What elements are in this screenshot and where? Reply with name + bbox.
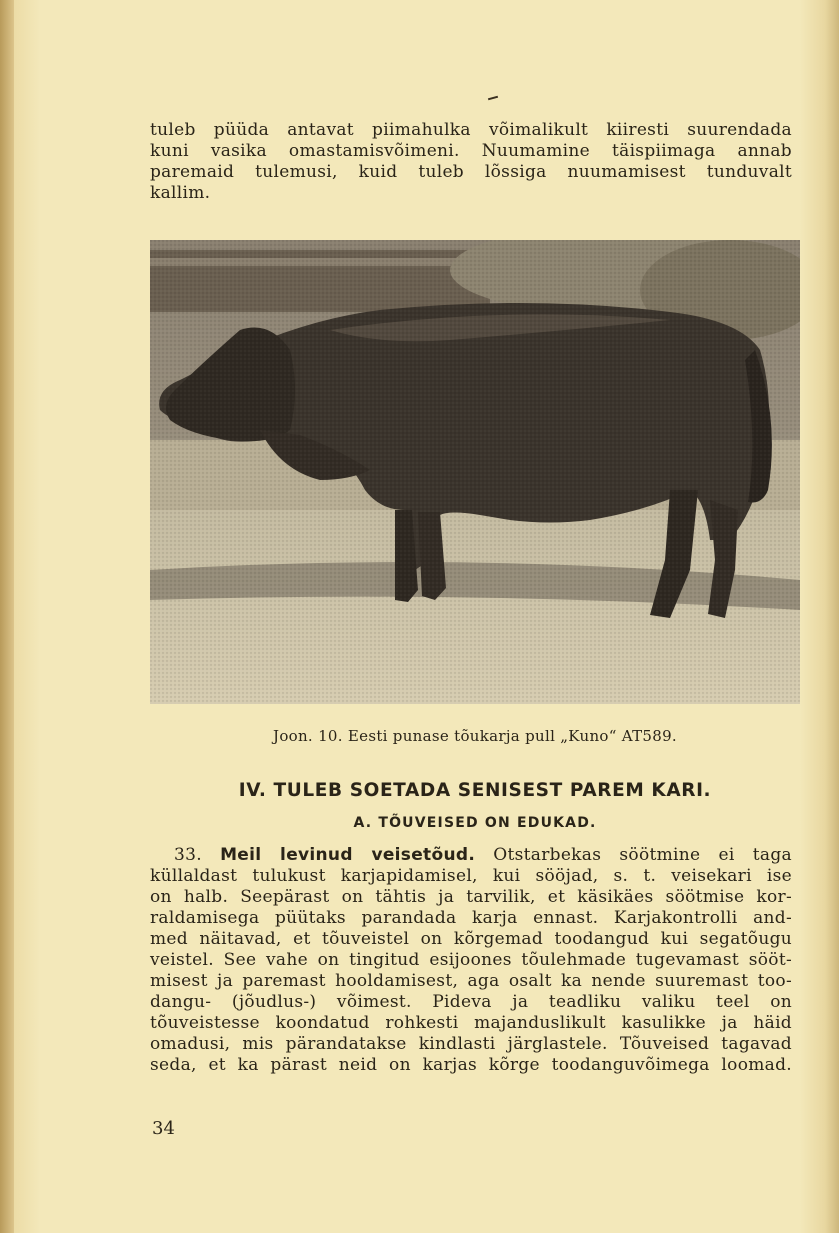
text-line: misest ja paremast hooldamisest, aga osalt ka nende suuremast too-	[150, 971, 792, 991]
text-line: paremaid tulemusi, kuid tuleb lõssiga nuumamisest tunduvalt	[150, 162, 792, 182]
text-line: dangu- (jõudlus-) võimest. Pideva ja teadliku valiku teel on	[150, 992, 792, 1012]
paragraph-lead: Meil levinud veisetõud.	[220, 845, 476, 865]
page-binding-edge	[0, 0, 14, 1233]
first-line-rest: Otstarbekas söötmine ei taga	[493, 845, 792, 865]
text-line: kallim.	[150, 183, 211, 203]
figure-caption: Joon. 10. Eesti punase tõukarja pull „Kuno“ AT589.	[273, 727, 677, 745]
text-line: veistel. See vahe on tingitud esijoones tõulehmade tugevamast sööt-	[150, 950, 792, 970]
paragraph-number: 33.	[174, 845, 202, 865]
text-line: on halb. Seepärast on tähtis ja tarvilik, et käsikäes söötmise kor-	[150, 887, 792, 907]
text-line: med näitavad, et tõuveistel on kõrgemad toodangud kui segatõugu	[150, 929, 792, 949]
text-line: seda, et ka pärast neid on karjas kõrge toodanguvõimega loomad.	[150, 1055, 792, 1075]
text-line-first	[150, 845, 792, 866]
text-line: omadusi, mis pärandatakse kindlasti järglastele. Tõuveised tagavad	[150, 1034, 792, 1054]
print-mark	[488, 96, 498, 101]
bull-photograph	[150, 240, 800, 704]
paragraph-cattle-breeds	[150, 845, 792, 1076]
subsection-heading: A. TÕUVEISED ON EDUKAD.	[353, 815, 597, 831]
paragraph-intro	[150, 120, 792, 204]
section-heading: IV. TULEB SOETADA SENISEST PAREM KARI.	[238, 780, 712, 801]
text-line: küllaldast tulukust karjapidamisel, kui sööjad, s. t. veisekari ise	[150, 866, 792, 886]
text-line: raldamisega püütaks parandada karja ennast. Karjakontrolli and-	[150, 908, 792, 928]
text-line: kuni vasika omastamisvõimeni. Nuumamine täispiimaga annab	[150, 141, 792, 161]
text-line: tõuveistesse koondatud rohkesti majanduslikult kasulikke ja häid	[150, 1013, 792, 1033]
page-number: 34	[152, 1118, 175, 1139]
text-line: tuleb püüda antavat piimahulka võimalikult kiiresti suurendada	[150, 120, 792, 140]
